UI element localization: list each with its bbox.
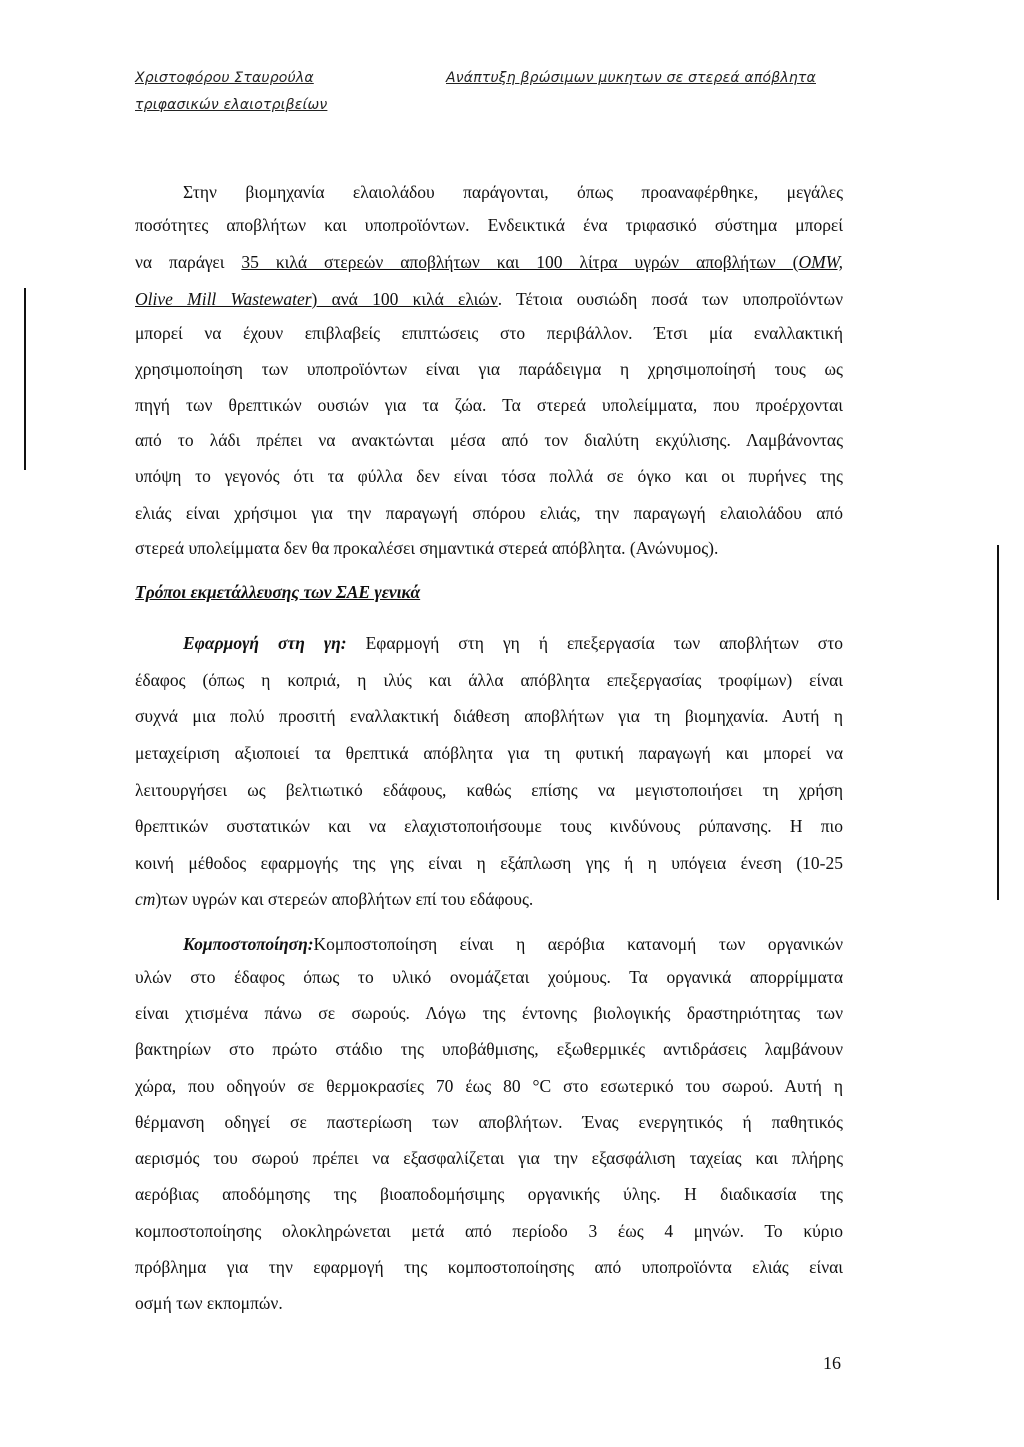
p1-line: στερεά υπολείμματα δεν θα προκαλέσει σημαντικά στερεά απόβλητα. (Ανώνυμος). bbox=[135, 538, 719, 558]
p3-line: υλών στο έδαφος όπως το υλικό ονομάζεται χούμους. Τα οργανικά απορρίμματα bbox=[135, 967, 843, 987]
p1-line: ελιάς είναι χρήσιμοι για την παραγωγή σπόρου ελιάς, την παραγωγή ελαιολάδου από bbox=[135, 503, 843, 523]
p1-line: από το λάδι πρέπει να ανακτώνται μέσα από τον διαλύτη εκχύλισης. Λαμβάνοντας bbox=[135, 430, 843, 450]
p1-line: ποσότητες αποβλήτων και υποπροϊόντων. Ενδεικτικά ένα τριφασικό σύστημα μπορεί bbox=[135, 215, 843, 235]
p3-line: είναι χτισμένα πάνω σε σωρούς. Λόγω της έντονης βιολογικής δραστηριότητας των bbox=[135, 1003, 843, 1023]
p2-line: μεταχείριση αξιοποιεί τα θρεπτικά απόβλητα για τη φυτική παραγωγή και μπορεί να bbox=[135, 743, 843, 763]
header-author: Χριστοφόρου Σταυρούλα bbox=[135, 70, 314, 86]
p2-line: έδαφος (όπως η κοπριά, η ιλύς και άλλα απόβλητα επεξεργασίας τροφίμων) είναι bbox=[135, 670, 843, 690]
p1-line: πηγή των θρεπτικών ουσιών για τα ζώα. Τα στερεά υπολείμματα, που προέρχονται bbox=[135, 395, 843, 415]
p1-line: υπόψη το γεγονός ότι τα φύλλα δεν είναι τόσα πολλά σε όγκο και οι πυρήνες της bbox=[135, 466, 843, 486]
page-number: 16 bbox=[823, 1353, 841, 1373]
p3-line: βακτηρίων στο πρώτο στάδιο της υποβάθμισης, εξωθερμικές αντιδράσεις λαμβάνουν bbox=[135, 1039, 843, 1059]
p1-line: μπορεί να έχουν επιβλαβείς επιπτώσεις στο περιβάλλον. Έτσι μία εναλλακτική bbox=[135, 323, 843, 343]
p2-line: Εφαρμογή στη γη: Εφαρμογή στη γη ή επεξεργασία των αποβλήτων στο bbox=[183, 633, 843, 653]
p1-line: Olive Mill Wastewater) ανά 100 κιλά ελιών. Τέτοια ουσιώδη ποσά των υποπροϊόντων bbox=[135, 289, 843, 309]
p2-line: συχνά μια πολύ προσιτή εναλλακτική διάθεση αποβλήτων για τη βιομηχανία. Αυτή η bbox=[135, 706, 843, 726]
p1-line: χρησιμοποίηση των υποπροϊόντων είναι για παράδειγμα η χρησιμοποίησή τους ως bbox=[135, 359, 843, 379]
p3-line: αερόβιας αποδόμησης της βιοαποδομήσιμης οργανικής ύλης. Η διαδικασία της bbox=[135, 1184, 843, 1204]
p2-line: cm)των υγρών και στερεών αποβλήτων επί του εδάφους. bbox=[135, 889, 534, 909]
p2-line: κοινή μέθοδος εφαρμογής της γης είναι η εξάπλωση γης ή η υπόγεια ένεση (10-25 bbox=[135, 853, 843, 873]
p3-line: θέρμανση οδηγεί σε παστερίωση των αποβλήτων. Ένας ενεργητικός ή παθητικός bbox=[135, 1112, 843, 1132]
p3-line: αερισμός του σωρού πρέπει να εξασφαλίζεται για την εξασφάλιση ταχείας και πλήρης bbox=[135, 1148, 843, 1168]
p3-line: Κομποστοποίηση:Κομποστοποίηση είναι η αερόβια κατανομή των οργανικών bbox=[183, 934, 843, 954]
p2-line: θρεπτικών συστατικών και να ελαχιστοποιήσουμε τους κινδύνους ρύπανσης. Η πιο bbox=[135, 816, 843, 836]
margin-bar-left bbox=[24, 288, 26, 470]
section-heading: Τρόποι εκμετάλλευσης των ΣΑΕ γενικά bbox=[135, 582, 421, 602]
header-subtitle: τριφασικών ελαιοτριβείων bbox=[135, 97, 328, 113]
p3-line: πρόβλημα για την εφαρμογή της κομποστοποίησης από υποπροϊόντα ελιάς είναι bbox=[135, 1257, 843, 1277]
p3-line: χώρα, που οδηγούν σε θερμοκρασίες 70 έως 80 °C στο εσωτερικό του σωρού. Αυτή η bbox=[135, 1076, 843, 1096]
p1-line: να παράγει 35 κιλά στερεών αποβλήτων και 100 λίτρα υγρών αποβλήτων (OMW, bbox=[135, 252, 843, 272]
p2-line: λειτουργήσει ως βελτιωτικό εδάφους, καθώς επίσης να μεγιστοποιήσει τη χρήση bbox=[135, 780, 843, 800]
margin-bar-right bbox=[997, 545, 999, 900]
header-title: Ανάπτυξη βρώσιμων μυκητων σε στερεά απόβλητα bbox=[446, 70, 816, 86]
p3-line: κομποστοποίησης ολοκληρώνεται μετά από περίοδο 3 έως 4 μηνών. Το κύριο bbox=[135, 1221, 843, 1241]
p1-line: Στην βιομηχανία ελαιολάδου παράγονται, όπως προαναφέρθηκε, μεγάλες bbox=[183, 182, 843, 202]
p3-line: οσμή των εκπομπών. bbox=[135, 1293, 283, 1313]
